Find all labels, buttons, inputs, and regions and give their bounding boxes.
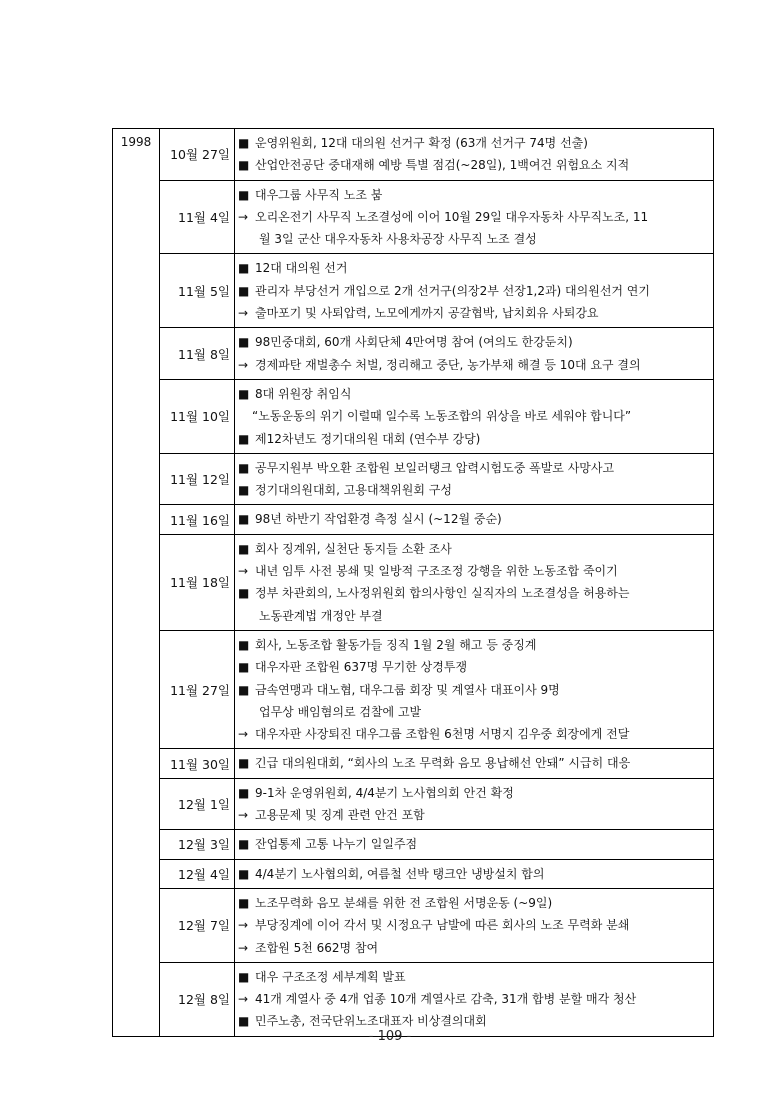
event-text: 98년 하반기 작업환경 측정 실시 (~12월 중순) bbox=[255, 512, 502, 527]
event-text: 제12차년도 정기대의원 대회 (연수부 강당) bbox=[255, 431, 481, 446]
date-cell: 11월 30일 bbox=[160, 749, 235, 778]
square-bullet-icon: ■ bbox=[238, 1014, 250, 1029]
date-cell: 12월 1일 bbox=[160, 778, 235, 830]
square-bullet-icon: ■ bbox=[238, 136, 250, 150]
square-bullet-icon: ■ bbox=[238, 187, 250, 202]
square-bullet-icon: ■ bbox=[238, 431, 250, 446]
event-text: 12대 대의원 선거 bbox=[255, 261, 348, 276]
event-text: 노조무력화 음모 분쇄를 위한 전 조합원 서명운동 (~9일) bbox=[255, 895, 553, 910]
events-cell bbox=[235, 778, 714, 830]
table-row bbox=[113, 830, 714, 859]
square-bullet-icon: ■ bbox=[238, 682, 250, 697]
page-number: - 109 - bbox=[368, 1029, 412, 1044]
event-line bbox=[238, 605, 711, 627]
event-line bbox=[238, 383, 711, 405]
date-cell: 11월 8일 bbox=[160, 328, 235, 380]
chronology-body bbox=[113, 129, 714, 1037]
date-cell: 10월 27일 bbox=[160, 129, 235, 181]
date-cell: 11월 4일 bbox=[160, 180, 235, 254]
event-line bbox=[238, 257, 711, 279]
event-text: 공무지원부 박오환 조합원 보일러탱크 압력시험도중 폭발로 사망사고 bbox=[255, 460, 615, 475]
table-row bbox=[113, 453, 714, 505]
square-bullet-icon: ■ bbox=[238, 512, 250, 527]
event-text: 정기대의원대회, 고용대책위원회 구성 bbox=[255, 483, 452, 498]
event-text: 조합원 5천 662명 참여 bbox=[255, 940, 379, 955]
square-bullet-icon: ■ bbox=[238, 785, 250, 800]
event-line bbox=[238, 782, 711, 804]
event-line bbox=[238, 701, 711, 723]
event-text: 금속연맹과 대노협, 대우그룹 회장 및 계열사 대표이사 9명 bbox=[255, 682, 560, 697]
event-line bbox=[238, 405, 711, 427]
event-line bbox=[238, 228, 711, 250]
event-line bbox=[238, 354, 711, 376]
date-cell: 11월 10일 bbox=[160, 379, 235, 453]
event-text: 부당징계에 이어 각서 및 시정요구 남발에 따른 회사의 노조 무력화 분쇄 bbox=[255, 918, 630, 933]
event-text: 41개 계열사 중 4개 업종 10개 계열사로 감축, 31개 합병 분할 매각 청산 bbox=[255, 992, 637, 1007]
chronology-table bbox=[112, 128, 714, 1037]
date-cell: 12월 8일 bbox=[160, 962, 235, 1036]
event-line bbox=[238, 656, 711, 678]
event-line bbox=[238, 457, 711, 479]
event-text: 9-1차 운영위원회, 4/4분기 노사협의회 안건 확정 bbox=[255, 785, 514, 800]
square-bullet-icon: ■ bbox=[238, 837, 250, 852]
table-row bbox=[113, 630, 714, 748]
events-cell bbox=[235, 453, 714, 505]
arrow-right-icon: → bbox=[238, 306, 249, 321]
event-text: “노동운동의 위기 이럴때 일수록 노동조합의 위상을 바로 세워야 합니다” bbox=[252, 409, 632, 424]
events-cell bbox=[235, 859, 714, 888]
event-line bbox=[238, 331, 711, 353]
table-row bbox=[113, 778, 714, 830]
events-cell bbox=[235, 254, 714, 328]
events-cell bbox=[235, 749, 714, 778]
event-line bbox=[238, 132, 711, 154]
event-text: 내년 임투 사전 봉쇄 및 일방적 구조조정 강행을 위한 노동조합 죽이기 bbox=[255, 564, 618, 579]
events-cell bbox=[235, 962, 714, 1036]
events-cell bbox=[235, 180, 714, 254]
square-bullet-icon: ■ bbox=[238, 969, 250, 984]
date-cell: 12월 7일 bbox=[160, 888, 235, 962]
event-text: 오리온전기 사무직 노조결성에 이어 10월 29일 대우자동차 사무직노조, 11 bbox=[255, 209, 649, 224]
square-bullet-icon: ■ bbox=[238, 866, 250, 881]
event-line bbox=[238, 560, 711, 582]
date-cell: 11월 16일 bbox=[160, 505, 235, 534]
event-text: 민주노총, 전국단위노조대표자 비상결의대회 bbox=[255, 1014, 487, 1029]
events-cell bbox=[235, 534, 714, 630]
square-bullet-icon: ■ bbox=[238, 895, 250, 910]
event-line bbox=[238, 966, 711, 988]
events-cell bbox=[235, 888, 714, 962]
events-cell bbox=[235, 328, 714, 380]
event-text: 업무상 배임혐의로 검찰에 고발 bbox=[259, 704, 422, 719]
date-cell: 12월 4일 bbox=[160, 859, 235, 888]
event-line bbox=[238, 184, 711, 206]
arrow-right-icon: → bbox=[238, 357, 249, 372]
event-text: 98민중대회, 60개 사회단체 4만여명 참여 (여의도 한강둔치) bbox=[255, 335, 573, 350]
table-row bbox=[113, 749, 714, 778]
arrow-right-icon: → bbox=[238, 940, 249, 955]
event-text: 잔업통제 고통 나누기 일일주점 bbox=[255, 837, 418, 852]
event-text: 월 3일 군산 대우자동차 사용차공장 사무직 노조 결성 bbox=[259, 232, 537, 247]
square-bullet-icon: ■ bbox=[238, 637, 250, 652]
arrow-right-icon: → bbox=[238, 209, 249, 224]
event-text: 출마포기 및 사퇴압력, 노모에게까지 공갈협박, 납치회유 사퇴강요 bbox=[255, 306, 599, 321]
event-line bbox=[238, 508, 711, 530]
date-cell: 11월 27일 bbox=[160, 630, 235, 748]
square-bullet-icon: ■ bbox=[238, 283, 250, 298]
event-line bbox=[238, 863, 711, 885]
events-cell bbox=[235, 505, 714, 534]
date-cell: 11월 12일 bbox=[160, 453, 235, 505]
table-row bbox=[113, 888, 714, 962]
table-row bbox=[113, 328, 714, 380]
square-bullet-icon: ■ bbox=[238, 541, 250, 556]
event-line bbox=[238, 538, 711, 560]
square-bullet-icon: ■ bbox=[238, 335, 250, 350]
events-cell bbox=[235, 630, 714, 748]
square-bullet-icon: ■ bbox=[238, 460, 250, 475]
event-text: 회사, 노동조합 활동가들 징직 1월 2월 해고 등 중징계 bbox=[255, 637, 537, 652]
square-bullet-icon: ■ bbox=[238, 158, 250, 173]
event-text: 관리자 부당선거 개입으로 2개 선거구(의장2부 선장1,2과) 대의원선거 연기 bbox=[255, 283, 650, 298]
event-text: 정부 차관회의, 노사정위원회 합의사항인 실직자의 노조결성을 허용하는 bbox=[255, 586, 630, 601]
table-row bbox=[113, 180, 714, 254]
event-line bbox=[238, 892, 711, 914]
square-bullet-icon: ■ bbox=[238, 660, 250, 675]
event-line bbox=[238, 634, 711, 656]
table-row bbox=[113, 962, 714, 1036]
square-bullet-icon: ■ bbox=[238, 586, 250, 601]
table-row bbox=[113, 379, 714, 453]
event-text: 운영위원회, 12대 대의원 선거구 확정 (63개 선거구 74명 선출) bbox=[255, 136, 588, 150]
event-text: 대우자판 조합원 637명 무기한 상경투쟁 bbox=[255, 660, 468, 675]
table-row bbox=[113, 129, 714, 181]
arrow-right-icon: → bbox=[238, 918, 249, 933]
table-row bbox=[113, 859, 714, 888]
event-text: 대우자판 사장퇴진 대우그룹 조합원 6천명 서명지 김우중 회장에게 전달 bbox=[255, 727, 630, 742]
square-bullet-icon: ■ bbox=[238, 386, 250, 401]
year-cell: 1998 bbox=[113, 129, 160, 1037]
table-row bbox=[113, 505, 714, 534]
event-text: 산업안전공단 중대재해 예방 특별 점검(~28일), 1백여건 위험요소 지적 bbox=[255, 158, 630, 173]
event-line bbox=[238, 206, 711, 228]
square-bullet-icon: ■ bbox=[238, 756, 250, 771]
table-row bbox=[113, 534, 714, 630]
events-cell bbox=[235, 830, 714, 859]
arrow-right-icon: → bbox=[238, 727, 249, 742]
event-line bbox=[238, 302, 711, 324]
event-text: 4/4분기 노사협의회, 여름철 선박 탱크안 냉방설치 합의 bbox=[255, 866, 545, 881]
event-line bbox=[238, 280, 711, 302]
event-line bbox=[238, 914, 711, 936]
event-text: 긴급 대의원대회, “회사의 노조 무력화 음모 용납해선 안돼” 시급히 대응 bbox=[255, 756, 631, 771]
event-text: 8대 위원장 취임식 bbox=[255, 386, 352, 401]
event-text: 노동관계법 개정안 부결 bbox=[259, 608, 383, 623]
event-line bbox=[238, 582, 711, 604]
event-line bbox=[238, 937, 711, 959]
square-bullet-icon: ■ bbox=[238, 483, 250, 498]
event-line bbox=[238, 428, 711, 450]
date-cell: 12월 3일 bbox=[160, 830, 235, 859]
event-line bbox=[238, 752, 711, 774]
square-bullet-icon: ■ bbox=[238, 261, 250, 276]
arrow-right-icon: → bbox=[238, 564, 249, 579]
table-row bbox=[113, 254, 714, 328]
date-cell: 11월 5일 bbox=[160, 254, 235, 328]
arrow-right-icon: → bbox=[238, 992, 249, 1007]
event-line bbox=[238, 679, 711, 701]
event-line bbox=[238, 723, 711, 745]
event-line bbox=[238, 479, 711, 501]
event-text: 대우 구조조정 세부계획 발표 bbox=[255, 969, 406, 984]
event-line bbox=[238, 833, 711, 855]
events-cell bbox=[235, 129, 714, 181]
event-line bbox=[238, 154, 711, 176]
events-cell bbox=[235, 379, 714, 453]
date-cell: 11월 18일 bbox=[160, 534, 235, 630]
arrow-right-icon: → bbox=[238, 808, 249, 823]
event-line bbox=[238, 804, 711, 826]
event-line bbox=[238, 988, 711, 1010]
event-text: 회사 징계위, 실천단 동지들 소환 조사 bbox=[255, 541, 452, 556]
event-text: 경제파탄 재벌총수 처벌, 정리해고 중단, 농가부채 해결 등 10대 요구 결의 bbox=[255, 357, 641, 372]
event-text: 고용문제 및 징계 관련 안건 포함 bbox=[255, 808, 425, 823]
event-text: 대우그룹 사무직 노조 붐 bbox=[255, 187, 383, 202]
